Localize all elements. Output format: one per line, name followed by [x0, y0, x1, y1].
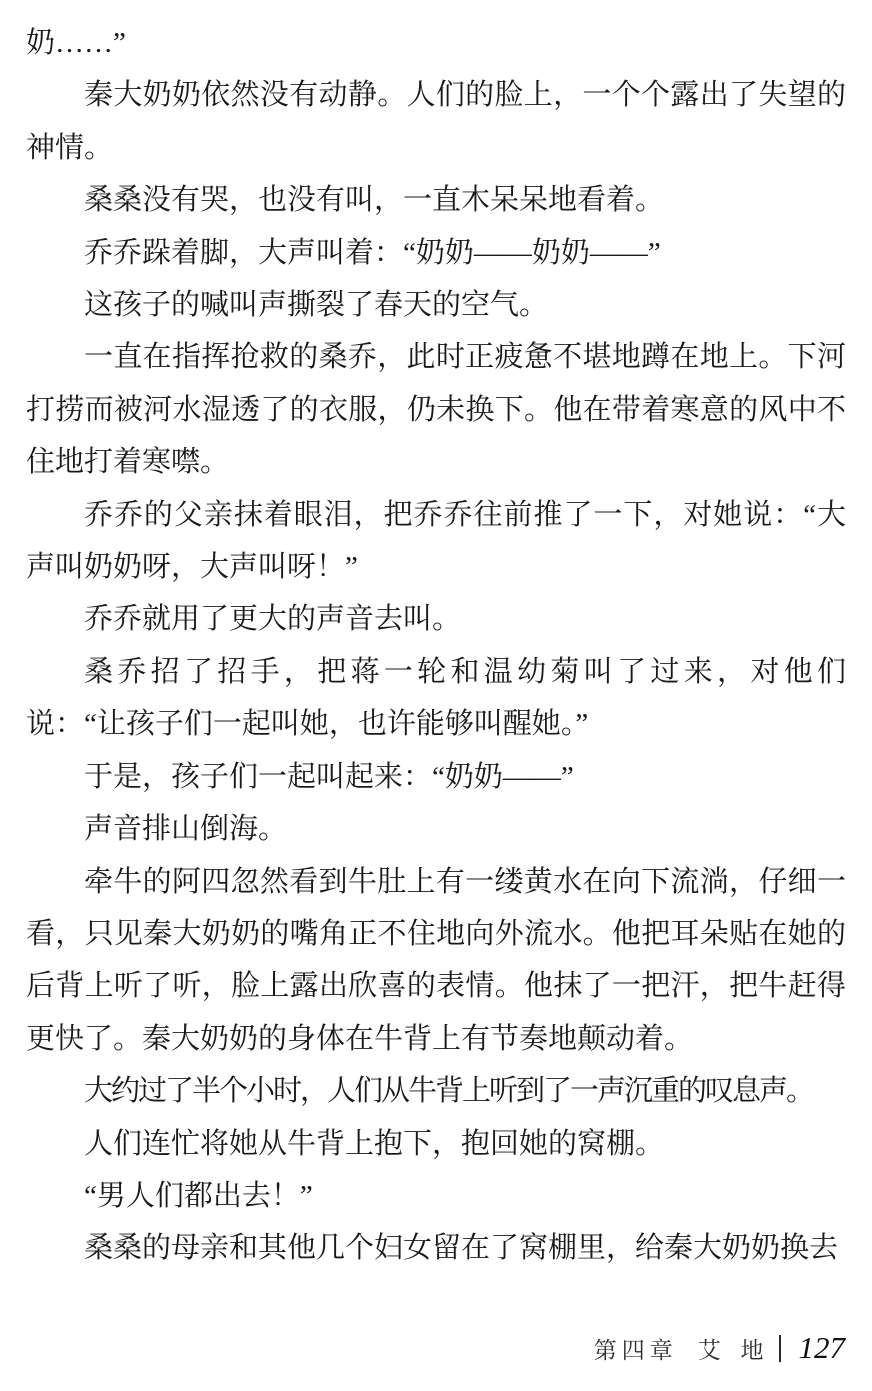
paragraph: 一直在指挥抢救的桑乔，此时正疲惫不堪地蹲在地上。下河打捞而被河水湿透了的衣服，仍未换下。他在带着寒意的风中不住地打着寒噤。: [26, 341, 846, 479]
paragraph: 奶……”: [26, 27, 126, 59]
paragraph: 桑桑没有哭，也没有叫，一直木呆呆地看着。: [84, 184, 665, 217]
paragraph: “男人们都出去！”: [84, 1179, 313, 1212]
paragraph: 声音排山倒海。: [84, 813, 288, 846]
paragraph: 于是，孩子们一起叫起来：“奶奶——”: [84, 760, 574, 793]
footer-page-number: 127: [798, 1330, 845, 1365]
paragraph: 乔乔的父亲抹着眼泪，把乔乔往前推了一下，对她说：“大声叫奶奶呀，大声叫呀！”: [26, 498, 846, 584]
paragraph: 牵牛的阿四忽然看到牛肚上有一缕黄水在向下流淌，仔细一看，只见秦大奶奶的嘴角正不住地向外流水。他把耳朵贴在她的后背上听了听，脸上露出欣喜的表情。他抹了一把汗，把牛赶得更快了。秦大奶奶的身体在牛背上有节奏地颠动着。: [26, 865, 846, 1055]
footer-separator-bar: [779, 1335, 781, 1362]
paragraph: 秦大奶奶依然没有动静。人们的脸上，一个个露出了失望的神情。: [26, 79, 846, 164]
footer-section-title: 艾 地: [697, 1338, 771, 1363]
paragraph: 大约过了半个小时，人们从牛背上听到了一声沉重的叹息声。: [84, 1075, 814, 1108]
paragraph: 乔乔就用了更大的声音去叫。: [84, 603, 462, 636]
paragraph: 桑桑的母亲和其他几个妇女留在了窝棚里，给秦大奶奶换去: [84, 1232, 839, 1265]
paragraph: 桑乔招了招手，把蒋一轮和温幼菊叫了过来，对他们说：“让孩子们一起叫她，也许能够叫醒她。”: [26, 655, 846, 741]
footer-chapter-label: 第四章: [593, 1338, 678, 1363]
paragraph: 乔乔跺着脚，大声叫着：“奶奶——奶奶——”: [84, 236, 661, 269]
page-footer: [594, 1330, 845, 1366]
page-body-text: [26, 17, 846, 1275]
paragraph: 人们连忙将她从牛背上抱下，抱回她的窝棚。: [84, 1127, 665, 1160]
paragraph: 这孩子的喊叫声撕裂了春天的空气。: [84, 289, 549, 322]
